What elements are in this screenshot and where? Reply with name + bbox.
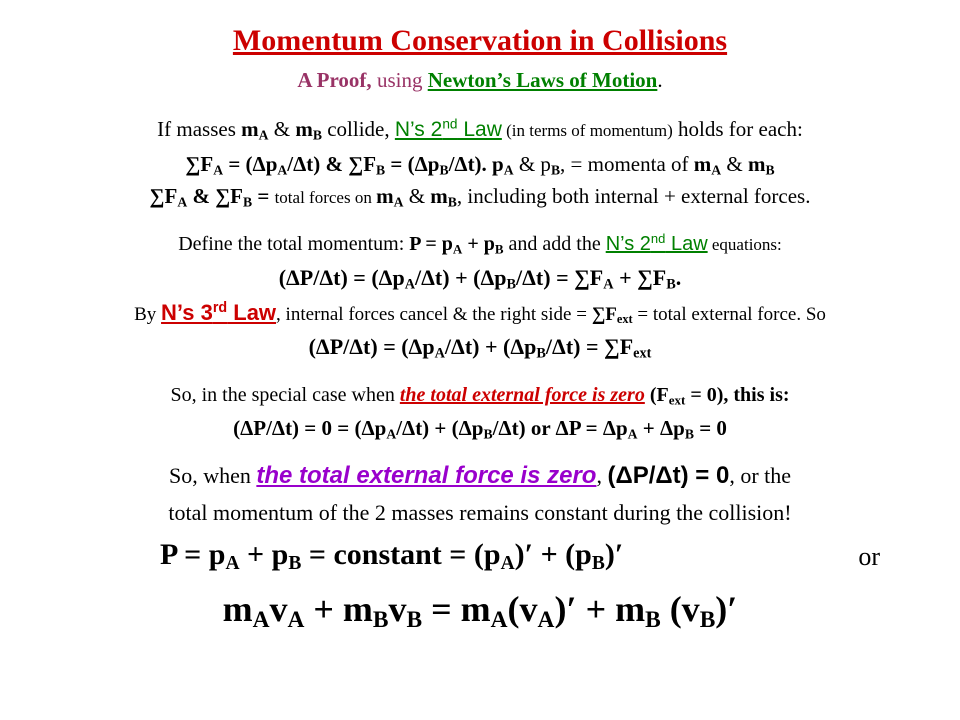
text: = 0 [693,416,727,440]
text: = 0), this is: [685,384,790,406]
text: A [277,162,288,178]
text: B [288,552,302,574]
text: nd [442,116,458,132]
text: /Δt) + (Δp [396,416,484,440]
text: = constant = (p [301,538,501,571]
text: v [388,589,407,629]
text: (ΔP/Δt) = (Δp [308,334,435,359]
text: & ∑F [187,184,243,208]
text: (in terms of momentum) [501,121,673,140]
text: B [699,606,716,633]
text: B [536,345,546,362]
zero-force-phrase: the total external force is zero [399,384,645,406]
text: B [439,162,449,178]
text: By [134,304,162,325]
text: A [404,276,416,293]
text: ∑F [591,304,617,325]
text: A [627,426,638,442]
text: B [372,606,389,633]
text: Law [665,233,708,255]
text: , = momenta of [560,152,694,176]
text: /Δt) = ∑F [545,334,634,359]
p2-line4 [0,334,960,360]
text: B [483,426,493,442]
text: and add the [503,233,606,255]
text: & [721,152,748,176]
text: N’s 3 [161,300,213,325]
text: B [550,162,561,178]
text: m [295,117,313,141]
text: B [312,127,322,143]
text: A [503,162,514,178]
text: + ∑F [613,265,667,290]
text: A [490,606,508,633]
text: A [213,162,224,178]
text: + Δp [637,416,685,440]
text: A [711,162,722,178]
zero-force-phrase-2: the total external force is zero [256,462,597,489]
text: , [596,463,608,488]
text: N’s 2 [605,233,651,255]
text: (F [644,384,669,406]
text: ∑F [185,152,214,176]
text: /Δt). p [448,152,504,176]
p3-line1 [0,384,960,407]
text: Law [227,300,277,325]
subtitle-proof: A Proof, [297,68,372,92]
text: & [268,117,296,141]
text: = [252,184,275,208]
text: A [452,241,463,257]
text: B [376,162,386,178]
text: )′ [715,589,738,629]
text: rd [212,300,228,317]
text: , or the [729,463,792,488]
text: Define the total momentum: [178,233,410,255]
text: )′ + (p [514,538,592,571]
text: Law [457,118,502,141]
n3-law [161,300,276,325]
text: = total external force. So [632,304,826,325]
text: holds for each: [672,117,803,141]
text: A [434,345,445,362]
p4-big-line2 [0,588,960,633]
text: A [258,127,269,143]
text: B [684,426,694,442]
text: /Δt) + (Δp [444,334,537,359]
text: /Δt) & ∑F [287,152,377,176]
text: total forces on [274,188,377,207]
p2-line2 [0,265,960,291]
subtitle-using: using [371,68,428,92]
n2-law-2 [605,230,708,255]
text: (ΔP/Δt) = 0 [607,462,730,489]
text: = (Δp [385,152,440,176]
text: A [287,606,305,633]
p4-line2: total momentum of the 2 masses remains constant during the collision! [168,500,792,525]
text: + m [304,589,373,629]
text: , internal forces cancel & the right side = [276,304,592,325]
text: B [506,276,517,293]
text: A [225,552,240,574]
text: B [645,606,661,633]
p1-line3 [0,184,960,209]
text: P = p [409,233,453,255]
subtitle-newton: Newton’s Laws of Motion [427,68,658,92]
text: A [386,426,397,442]
text: ext [668,392,686,408]
n2-law [395,118,502,141]
text: nd [650,230,666,246]
text: & [403,184,431,208]
subtitle [0,68,960,93]
text: m [430,184,448,208]
text: (v [660,589,700,629]
text: (ΔP/Δt) = 0 = (Δp [233,416,387,440]
text: So, when [168,463,257,488]
p1-line2 [0,152,960,177]
text: + p [462,233,495,255]
text: B [447,194,457,210]
text: A [537,606,555,633]
page-title: Momentum Conservation in Collisions [232,24,728,57]
text: A [252,606,270,633]
p4-line1 [0,462,960,490]
text: (ΔP/Δt) = (Δp [278,265,405,290]
text: ext [633,345,652,362]
text: collide, [321,117,395,141]
text: m [693,152,712,176]
text: B [666,276,676,293]
text: + p [239,538,289,571]
text: ∑F [149,184,178,208]
text: ext [616,312,633,327]
text: m [241,117,259,141]
text: equations: [707,235,782,254]
text: B [406,606,423,633]
text: v [269,589,288,629]
text: A [500,552,515,574]
p2-line3 [0,300,960,326]
text: or [858,542,880,571]
text: , including both internal + external forces. [456,184,811,208]
text: = m [422,589,491,629]
p1-line1 [0,117,960,142]
text: /Δt) = ∑F [516,265,604,290]
subtitle-period: . [657,68,663,92]
p3-line2 [0,416,960,441]
text: So, in the special case when [170,384,400,406]
text: A [603,276,614,293]
text: m [376,184,394,208]
text: If masses [157,117,242,141]
text: /Δt) + (Δp [415,265,507,290]
text: m [747,152,766,176]
text: B [243,194,253,210]
text: (v [507,589,538,629]
text: B [591,552,605,574]
text: & p [513,152,551,176]
text: . [675,265,682,290]
text: A [393,194,404,210]
text: )′ + m [554,589,646,629]
text: B [765,162,775,178]
text: = (Δp [223,152,278,176]
text: N’s 2 [394,118,443,141]
text: )′ [604,538,624,571]
text: m [222,589,253,629]
text: /Δt) or ΔP = Δp [492,416,628,440]
text: A [177,194,188,210]
text: B [494,241,504,257]
text: P = p [160,538,226,571]
p2-line1 [0,230,960,257]
p4-big-line1 [160,538,920,572]
